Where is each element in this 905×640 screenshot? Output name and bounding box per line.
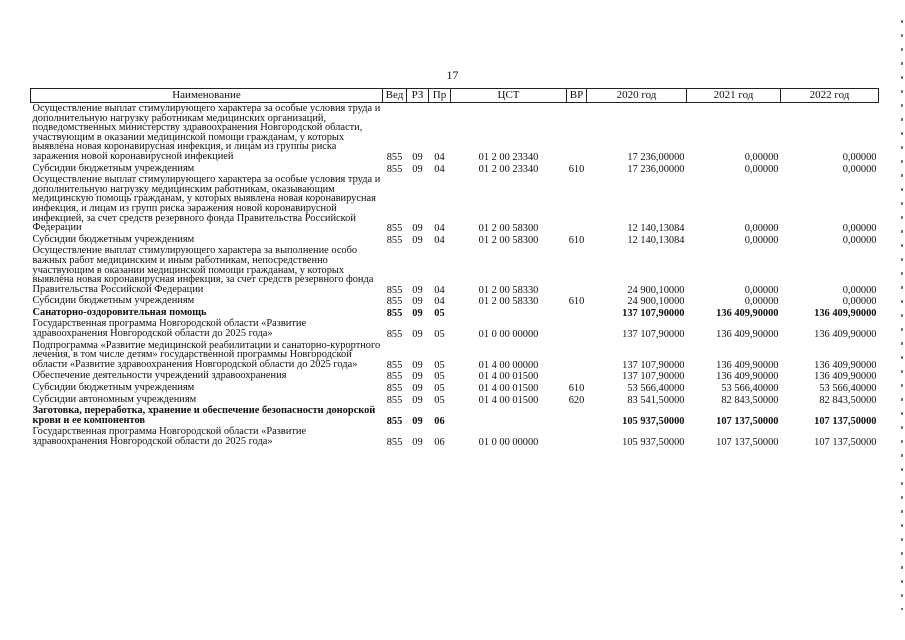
- row-name-cell: Субсидии бюджетным учреждениям: [32, 162, 195, 174]
- table-row: [31, 245, 879, 295]
- row-vr-cell: [567, 370, 587, 382]
- table-row: [31, 394, 879, 406]
- row-ved-cell: 855: [386, 284, 403, 296]
- row-vr-cell: 610: [568, 234, 585, 246]
- row-2020-cell: 83 541,50000: [627, 394, 685, 406]
- row-cst-cell: 01 0 00 00000: [478, 437, 539, 448]
- row-rz-cell: 09: [412, 296, 423, 308]
- row-2021-cell: 136 409,90000: [716, 371, 779, 383]
- row-ved-cell: 855: [386, 163, 403, 175]
- col-header-rz: РЗ: [407, 89, 429, 103]
- row-2022-cell: 0,00000: [842, 151, 877, 163]
- row-rz-cell: 09: [412, 151, 423, 163]
- table-row: [31, 174, 879, 234]
- row-ved-cell: 855: [386, 394, 403, 406]
- row-ved-cell: 855: [386, 151, 403, 163]
- row-pr-cell: 04: [434, 151, 445, 163]
- table-row: [31, 163, 879, 175]
- row-2020-cell: 137 107,90000: [622, 329, 685, 341]
- table-row: [31, 405, 879, 426]
- row-2021-cell: 0,00000: [744, 296, 779, 308]
- row-cst-cell: 01 2 00 23340: [478, 163, 539, 175]
- row-cst-cell: 01 4 00 01500: [478, 383, 539, 395]
- row-pr-cell: 06: [434, 415, 445, 427]
- row-rz-cell: 09: [412, 307, 423, 319]
- row-name-cell: Обеспечение деятельности учреждений здравоохранения: [32, 370, 287, 382]
- row-cst-cell: 01 4 00 00000: [478, 359, 539, 371]
- row-name-cell: Санаторно-оздоровительная помощь: [32, 306, 207, 318]
- row-cst-cell: 01 2 00 58330: [478, 296, 539, 308]
- row-ved-cell: 855: [386, 415, 403, 427]
- row-rz-cell: 09: [412, 359, 423, 371]
- table-row: [31, 295, 879, 307]
- row-vr-cell: [567, 405, 587, 426]
- row-pr-cell: 05: [434, 359, 445, 371]
- row-name-cell: Субсидии автономным учреждениям: [32, 393, 197, 405]
- table-row: [31, 426, 879, 447]
- row-ved-cell: 855: [386, 307, 403, 319]
- row-cst-cell: 01 2 00 58330: [478, 284, 539, 296]
- row-rz-cell: 09: [412, 394, 423, 406]
- row-pr-cell: 04: [434, 223, 445, 235]
- row-cst-cell: [451, 307, 567, 319]
- row-ved-cell: 855: [386, 329, 403, 341]
- row-vr-cell: [567, 307, 587, 319]
- row-rz-cell: 09: [412, 383, 423, 395]
- row-2022-cell: 0,00000: [842, 284, 877, 296]
- row-pr-cell: 04: [434, 296, 445, 308]
- row-2022-cell: 136 409,90000: [814, 329, 877, 341]
- table-row: [31, 307, 879, 319]
- row-rz-cell: 09: [412, 437, 423, 448]
- scan-edge-mark: [901, 20, 903, 610]
- row-2022-cell: 107 137,50000: [814, 415, 877, 427]
- row-2020-cell: 105 937,50000: [622, 415, 685, 427]
- row-name-cell: Осуществление выплат стимулирующего характера за выполнение особо важных работ медицинским и иным работникам, непосредственно участвующим в оказании медицинской помощи гражданам, у которых выявлена новая коронавирусная инфекция, за счет средств резервного фонда Правительства Российской Федерации: [32, 245, 374, 295]
- row-vr-cell: 610: [568, 383, 585, 395]
- row-cst-cell: [451, 405, 567, 426]
- row-ved-cell: 855: [386, 383, 403, 395]
- row-name-cell: Субсидии бюджетным учреждениям: [32, 295, 195, 307]
- row-2020-cell: 137 107,90000: [622, 359, 685, 371]
- row-2022-cell: 0,00000: [842, 234, 877, 246]
- row-2022-cell: 82 843,50000: [819, 394, 877, 406]
- row-vr-cell: 610: [568, 296, 585, 308]
- row-2021-cell: 107 137,50000: [716, 437, 779, 448]
- row-2022-cell: 136 409,90000: [814, 359, 877, 371]
- table-row: [31, 318, 879, 339]
- table-row: [31, 340, 879, 371]
- row-2020-cell: 137 107,90000: [622, 307, 685, 319]
- col-header-2020: 2020 год: [587, 89, 687, 103]
- table-row: [31, 382, 879, 394]
- row-2020-cell: 17 236,00000: [627, 151, 685, 163]
- row-2020-cell: 24 900,10000: [627, 296, 685, 308]
- col-header-name: Наименование: [31, 89, 383, 103]
- row-vr-cell: [567, 103, 587, 163]
- row-2021-cell: 107 137,50000: [716, 415, 779, 427]
- row-name-cell: Осуществление выплат стимулирующего характера за особые условия труда и дополнительную нагрузку работникам медицинских организаций, подведомственных министерству здравоохранения Новгородской области, участвующим в оказании медицинской помощи гражданам, у которых выявлена новая коронавирусная инфекция, и лицам из группы риска заражения новой коронавирусной инфекцией: [32, 103, 381, 162]
- row-ved-cell: 855: [386, 371, 403, 383]
- row-2020-cell: 24 900,10000: [627, 284, 685, 296]
- row-cst-cell: 01 2 00 58300: [478, 223, 539, 235]
- row-2022-cell: 0,00000: [842, 296, 877, 308]
- row-cst-cell: 01 2 00 23340: [478, 151, 539, 163]
- row-2020-cell: 53 566,40000: [627, 383, 685, 395]
- row-name-cell: Подпрограмма «Развитие медицинской реабилитации и санаторно-курортного лечения, в том числе детям» государственной программы Новгородской области «Развитие здравоохранения Новгородской области до 2025 года»: [32, 339, 381, 370]
- row-rz-cell: 09: [412, 234, 423, 246]
- row-name-cell: Субсидии бюджетным учреждениям: [32, 382, 195, 394]
- row-vr-cell: [567, 340, 587, 371]
- row-pr-cell: 05: [434, 329, 445, 341]
- row-vr-cell: [567, 426, 587, 447]
- col-header-cst: ЦСТ: [451, 89, 567, 103]
- row-cst-cell: 01 4 00 01500: [478, 371, 539, 383]
- col-header-2022: 2022 год: [781, 89, 879, 103]
- row-2020-cell: 12 140,13084: [627, 234, 685, 246]
- row-2021-cell: 0,00000: [744, 284, 779, 296]
- row-2022-cell: 0,00000: [842, 163, 877, 175]
- row-2021-cell: 0,00000: [744, 234, 779, 246]
- row-pr-cell: 05: [434, 383, 445, 395]
- row-rz-cell: 09: [412, 371, 423, 383]
- row-rz-cell: 09: [412, 284, 423, 296]
- row-ved-cell: 855: [386, 437, 403, 448]
- col-header-vr: ВР: [567, 89, 587, 103]
- row-vr-cell: 620: [568, 394, 585, 406]
- row-rz-cell: 09: [412, 223, 423, 235]
- table-body: [31, 103, 879, 448]
- row-name-cell: Государственная программа Новгородской области «Развитие здравоохранения Новгородской области до 2025 года»: [32, 426, 307, 447]
- row-2020-cell: 137 107,90000: [622, 371, 685, 383]
- row-vr-cell: [567, 245, 587, 295]
- row-ved-cell: 855: [386, 223, 403, 235]
- col-header-pr: Пр: [429, 89, 451, 103]
- row-pr-cell: 05: [434, 371, 445, 383]
- row-vr-cell: 610: [568, 163, 585, 175]
- row-rz-cell: 09: [412, 415, 423, 427]
- row-2021-cell: 136 409,90000: [716, 329, 779, 341]
- row-pr-cell: 04: [434, 163, 445, 175]
- row-2022-cell: 107 137,50000: [814, 437, 877, 448]
- row-pr-cell: 04: [434, 284, 445, 296]
- table-row: [31, 370, 879, 382]
- row-2020-cell: 12 140,13084: [627, 223, 685, 235]
- row-cst-cell: 01 0 00 00000: [478, 329, 539, 341]
- row-2022-cell: 0,00000: [842, 223, 877, 235]
- row-pr-cell: 05: [434, 394, 445, 406]
- row-rz-cell: 09: [412, 163, 423, 175]
- row-2021-cell: 0,00000: [744, 151, 779, 163]
- row-2020-cell: 105 937,50000: [622, 437, 685, 448]
- row-cst-cell: 01 4 00 01500: [478, 394, 539, 406]
- row-2020-cell: 17 236,00000: [627, 163, 685, 175]
- row-vr-cell: [567, 174, 587, 234]
- row-pr-cell: 06: [434, 437, 445, 448]
- row-name-cell: Субсидии бюджетным учреждениям: [32, 233, 195, 245]
- row-2021-cell: 0,00000: [744, 223, 779, 235]
- row-2022-cell: 136 409,90000: [814, 307, 877, 319]
- row-2021-cell: 82 843,50000: [721, 394, 779, 406]
- row-pr-cell: 04: [434, 234, 445, 246]
- row-rz-cell: 09: [412, 329, 423, 341]
- budget-table: [30, 88, 879, 448]
- page-number: 17: [446, 68, 459, 82]
- row-cst-cell: 01 2 00 58300: [478, 234, 539, 246]
- table-row: [31, 234, 879, 246]
- row-2021-cell: 136 409,90000: [716, 307, 779, 319]
- row-2022-cell: 53 566,40000: [819, 383, 877, 395]
- row-ved-cell: 855: [386, 359, 403, 371]
- row-2021-cell: 53 566,40000: [721, 383, 779, 395]
- row-2022-cell: 136 409,90000: [814, 371, 877, 383]
- row-name-cell: Государственная программа Новгородской области «Развитие здравоохранения Новгородской области до 2025 года»: [32, 318, 307, 340]
- col-header-2021: 2021 год: [687, 89, 781, 103]
- row-2021-cell: 0,00000: [744, 163, 779, 175]
- row-vr-cell: [567, 318, 587, 339]
- table-row: [31, 103, 879, 163]
- row-2021-cell: 136 409,90000: [716, 359, 779, 371]
- table-header-row: [31, 89, 879, 103]
- row-ved-cell: 855: [386, 234, 403, 246]
- col-header-ved: Вед: [383, 89, 407, 103]
- row-ved-cell: 855: [386, 296, 403, 308]
- row-name-cell: Заготовка, переработка, хранение и обеспечение безопасности донорской крови и ее компонентов: [32, 405, 376, 426]
- row-pr-cell: 05: [434, 307, 445, 319]
- row-name-cell: Осуществление выплат стимулирующего характера за особые условия труда и дополнительную нагрузку медицинским работникам, оказывающим медицинскую помощь гражданам, у которых выявлена новая коронавирусная инфекция, и лицам из групп риска заражения новой коронавирусной инфекцией, за счет средств резервного фонда Правительства Российской Федерации: [32, 174, 381, 234]
